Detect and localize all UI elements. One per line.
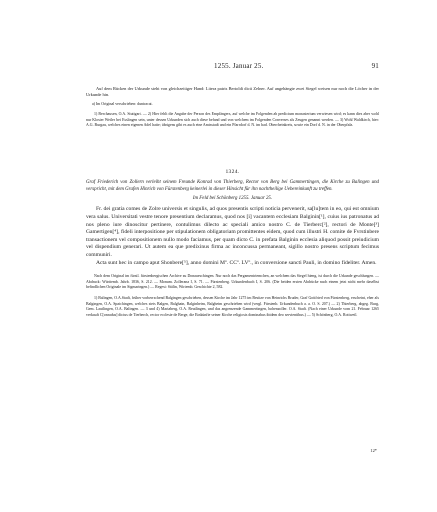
- place-and-date: Im Feld bei Schönberg 1255. Januar 25.: [192, 196, 273, 202]
- footnote-a: a) Im Original verschrieben: duntracat.: [92, 102, 153, 107]
- running-header: [86, 62, 379, 70]
- source-note: Nach dem Original im fürstl. fürstenbergischen Archive zu Donaueschingen. Nur noch das Pergamentriemchen, an welchem das Siegel hieng, ist durch die Urkunde geschlungen. — Abdruck: Württemb. Jahrb. 1836, S. 212. — Monum. Zollerana I, S. 71. — Fürstenberg. Urkundenbuch I, S. 206. (Die beiden ersten Abdrücke nach einem jetzt nicht mehr daselbst befindlichen Originale im Sigmaringen.) — Regest: Stälin, Wirtemb. Geschichte 2, 582.: [86, 274, 379, 290]
- footnotes-previous-document: 1) Berchausen, O.A. Stuttgart. — 2) Hier fehlt die Angabe der Person des Empfängers, auf welche im Folgenden ab predictum monasterium verwiesen wird; es kann dies aber wohl nur Kloster Weiler bei Esslingen sein, unter dessen Urkunden sich auch diese befand und von welchem im Folgenden Converses als Zeugen genannt werden. — 3) Wohl Waldkirch, hier: A.G. Burgau, welches einen eigenen Adel hatte; übrigens gibt es auch eine Amtsstadt und ein Pfarrdorf d. N. im bad. Oberrheinkreis, sowie ein Dorf d. N. in der Oberpfalz.: [86, 112, 379, 128]
- top-paragraph: Auf dem Rücken der Urkunde steht von gleichzeitiger Hand: Litera patris Bertoldi dicti Zelner. Auf angehängte zwei Siegel weisen nur noch die Löcher in der Urkunde hin.: [86, 86, 379, 98]
- document-title: Graf Friederich von Zollern verleiht seinem Freunde Konrad von Thierberg, Rector von Berg bei Gammertingen, die Kirche zu Balingen und verspricht, mit dem Grafen Hinrich von Fürstenberg keinerlei in dieser Hinsicht für ihn nachtheilige Uebereinkunft zu treffen.: [86, 179, 379, 192]
- footnotes-document: 1) Balingen, O.A.Stadt, früher vorherrschend Balgingen geschrieben, dessen Kirche im Jahr 1275 im Besitze von Heinrichs Bruder, Graf Gottfried von Fürstenberg, erscheint, eher als Balgingen, O.A. Spaichingen, welches stets Balgen, Balghain, Balginheim, Balgheim geschrieben wird (vergl. Fürstenb. Urkundenbuch a. a. O. S. 207.) — 2) Thierberg, abgeg. Burg, Gem. Lautlingen, O.A. Balingen. — 3 und 4) Mariaberg, O.A. Reutlingen, und das angrenzende Gammertingen, hohenzoller. O.A. Stadt. (Nach einer Urkunde vom 21. Februar 1265 verkauft C[onradus] dictus de Tierberch, rector ecclesie de Berge, die Einkünfte seiner Kirche religiosis dominabus ibidem deo servientibus.) — 5) Schönberg, O.A. Rottweil.: [86, 295, 379, 317]
- signature-mark: 12*: [370, 448, 377, 453]
- latin-text-closing: Acta sunt hec in campo aput Shonbere[⁵], anno domini Mº. CCº. LVº., in conversione sancti Pauli, in domino fideliter. Amen.: [96, 259, 377, 266]
- header-date: 1255. Januar 25.: [214, 62, 264, 70]
- page-number: 91: [371, 62, 379, 70]
- document-number: 1324.: [225, 168, 240, 175]
- latin-text-body: Fr. dei gratia comes de Zolre universis et singulis, ad quos presentis scripti noticia pervenerit, sa[lu]tem in eo, qui est omnium vera salus. Universitati vestre tenore presentium declaramus, quod nos [i] vacantem ecclesiam Balginin[¹], cuius ius patronatus ad nos pleno iure dinoscitur pertinere, contulimus dilecto ac speciali amico nostro C. de Tierberc[²], rectori de Monte[³] Gamertigen[⁴], fideli interpositione per stipulationem obligatoriam promittentes eidem, quod cum illustri H. comite de Fvrstinbere transactionem vel compositionem nullo modo faciamus, per quam dicto C. in prefata Balginin ecclesia aliquod possit preiudicium vel dispendium generari. Ut autem ea que predixinus firma ac inconcussa permaneant, sigillo nostro presens scriptum fecimus communiri.: [86, 206, 379, 258]
